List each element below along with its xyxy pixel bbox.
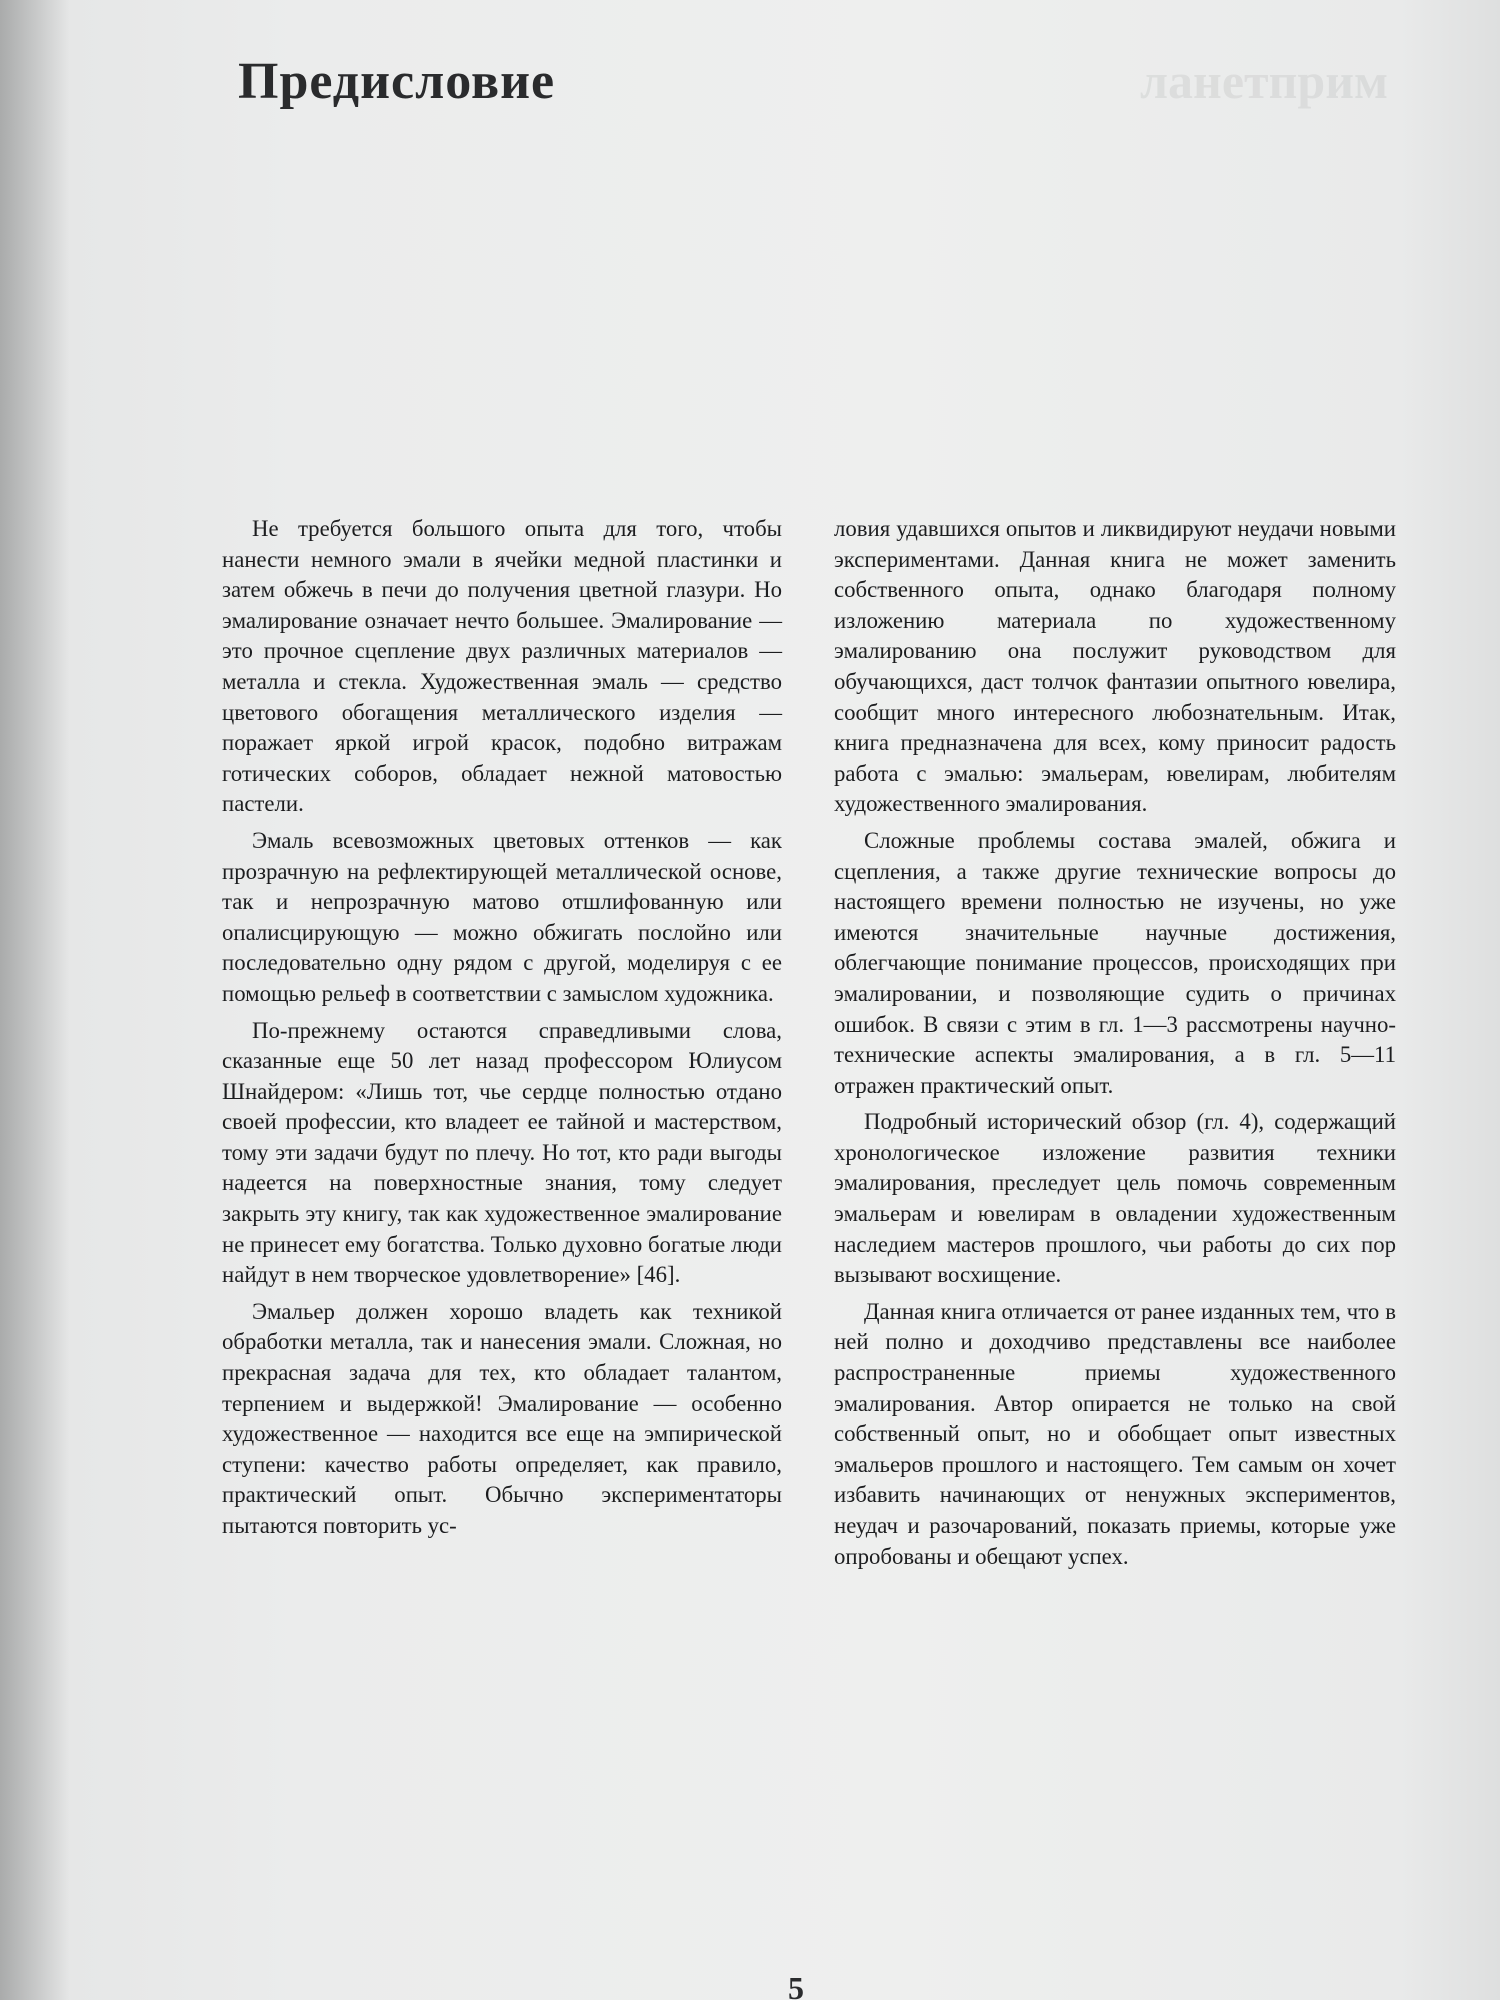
paragraph: Подробный исторический обзор (гл. 4), содержащий хронологическое изложение развития техники эмалирования, преследует цель помочь современным эмальерам и ювелирам в овладении художественным наследием мастеров прошлого, чьи работы до сих пор вызывают восхищение. [834, 1109, 1396, 1288]
paragraph: Данная книга отличается от ранее изданных тем, что в ней полно и доходчиво представлены все наиболее распространенные приемы художественного эмалирования. Автор опирается не только на свой собственный опыт, но и обобщает опыт известных эмальеров прошлого и настоящего. Тем самым он хочет избавить начинающих от ненужных экспериментов, неудач и разочарований, показать приемы, которые уже опробованы и обещают успех. [834, 1298, 1396, 1569]
page-title: Предисловие [238, 53, 556, 110]
paragraph: По-прежнему остаются справедливыми слова, сказанные еще 50 лет назад профессором Юлиусом Шнайдером: «Лишь тот, чье сердце полностью отдано своей профессии, кто владеет ее тайной и мастерством, тому эти задачи будут по плечу. Но тот, кто ради выгоды надеется на поверхностные знания, тому следует закрыть эту книгу, так как художественное эмалирование не принесет ему богатства. Только духовно богатые люди найдут в нем творческое удовлетворение» [46]. [222, 1017, 782, 1288]
gutter-shadow [0, 0, 70, 2000]
paragraph: Не требуется большого опыта для того, чтобы нанести немного эмали в ячейки медной пластинки и затем обжечь в печи до получения цветной глазури. Но эмалирование означает нечто большее. Эмалирование — это прочное сцепление двух различных материалов — металла и стекла. Художественная эмаль — средство цветового обогащения металлического изделия — поражает яркой игрой красок, подобно витражам готических соборов, обладает нежной матовостью пастели. [222, 516, 782, 817]
right-column [834, 514, 1396, 1578]
bleed-through-text: ланетприм [1140, 53, 1389, 109]
page-number: 5 [788, 1970, 804, 2000]
paragraph: Эмальер должен хорошо владеть как техникой обработки металла, так и нанесения эмали. Сложная, но прекрасная задача для тех, кто обладает талантом, терпением и выдержкой! Эмалирование — особенно художественное — находится все еще на эмпирической ступени: качество работы определяет, как правило, практический опыт. Обычно экспериментаторы пытаются повторить ус- [222, 1298, 782, 1538]
paragraph: Эмаль всевозможных цветовых оттенков — как прозрачную на рефлектирующей металлической основе, так и непрозрачную матово отшлифованную или опалисцирующую — можно обжигать послойно или последовательно одну рядом с другой, моделируя с ее помощью рельеф в соответствии с замыслом художника. [222, 827, 782, 1006]
paragraph-continuation: ловия удавшихся опытов и ликвидируют неудачи новыми экспериментами. Данная книга не может заменить собственного опыта, однако благодаря полному изложению материала по художественному эмалированию она послужит руководством для обучающихся, даст толчок фантазии опытного ювелира, сообщит много интересного любознательным. Итак, книга предназначена для всех, кому приносит радость работа с эмалью: эмальерам, ювелирам, любителям художественного эмалирования. [834, 516, 1396, 817]
left-column [222, 514, 782, 1548]
paragraph: Сложные проблемы состава эмалей, обжига и сцепления, а также другие технические вопросы до настоящего времени полностью не изучены, но уже имеются значительные научные достижения, облегчающие понимание процессов, происходящих при эмалировании, и позволяющие судить о причинах ошибок. В связи с этим в гл. 1—3 рассмотрены научно-технические аспекты эмалирования, а в гл. 5—11 отражен практический опыт. [834, 827, 1396, 1098]
